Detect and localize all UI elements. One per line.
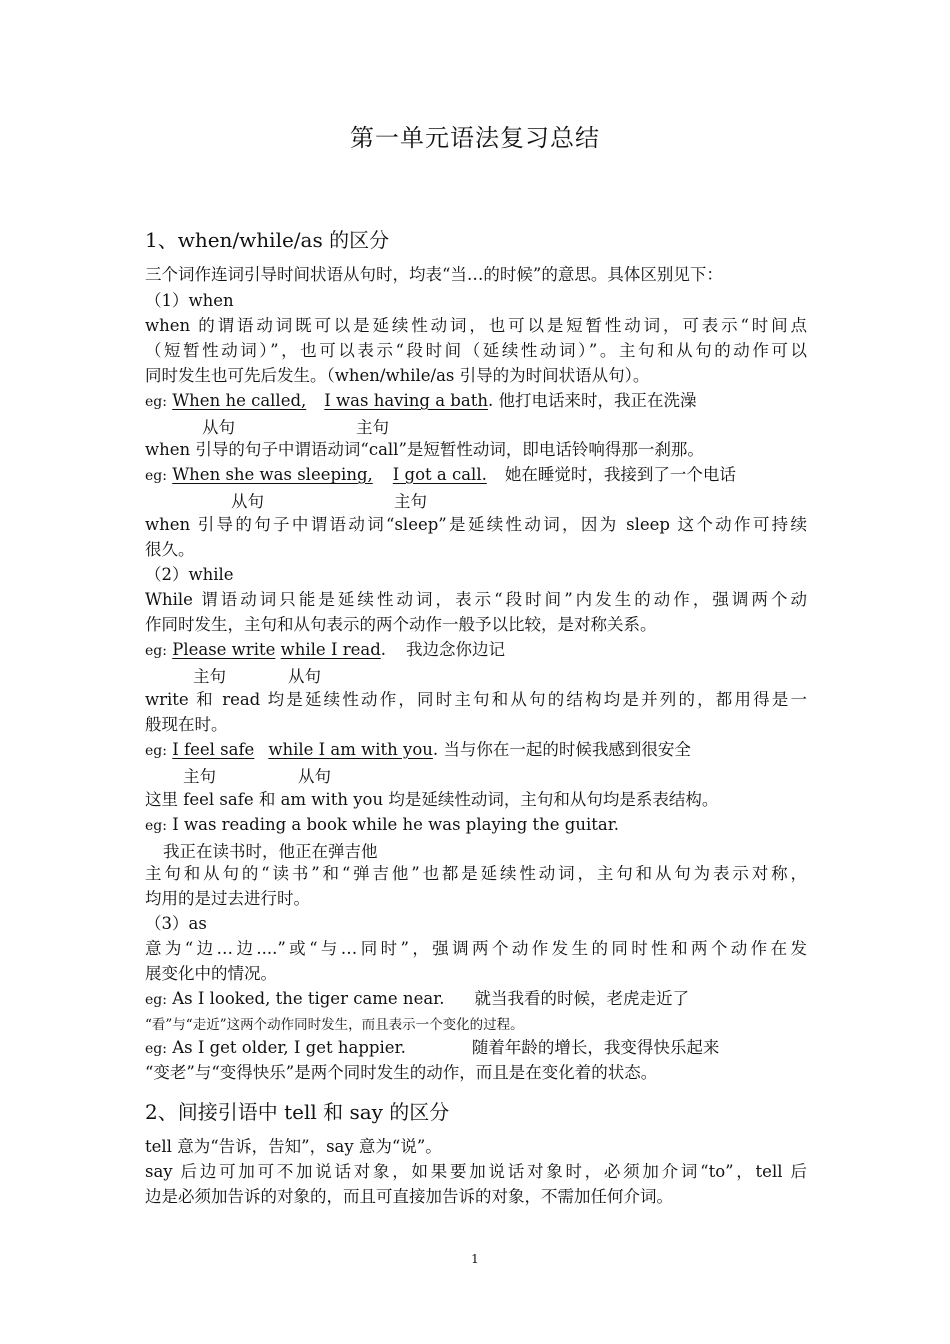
example-sentence: I was reading a book while he was playing the guitar. — [172, 815, 620, 834]
example-sentence: As I looked, the tiger came near. — [172, 989, 445, 1008]
example-translation: 当与你在一起的时候我感到很安全 — [443, 740, 691, 759]
example-main: I got a call. — [392, 465, 487, 484]
clause-label: 从句 — [231, 492, 264, 511]
eg-marker: eg: — [145, 818, 167, 834]
main-label: 主句 — [183, 767, 216, 786]
section-2-line-2: say 后边可加可不加说话对象，如果要加说话对象时，必须加介词“to”，tell 后 — [145, 1162, 807, 1181]
while-note-1-line-2: 般现在时。 — [145, 715, 228, 734]
as-note-1: “看”与“走近”这两个动作同时发生，而且表示一个变化的过程。 — [145, 1017, 524, 1033]
while-note-3-line-1: 主句和从句的“读书”和“弹吉他”也都是延续性动词，主句和从句为表示对称， — [145, 864, 807, 883]
as-desc-line-1: 意为“边…边....”或“与…同时”，强调两个动作发生的同时性和两个动作在发 — [145, 939, 807, 958]
example-main: I feel safe — [172, 740, 255, 759]
when-desc-line-2: （短暂性动词）”，也可以表示“段时间（延续性动词）”。主句和从句的动作可以 — [145, 341, 807, 360]
as-note-2: “变老”与“变得快乐”是两个同时发生的动作，而且是在变化着的状态。 — [145, 1063, 658, 1082]
main-label: 主句 — [193, 667, 226, 686]
section-2-line-3: 边是必须加告诉的对象的，而且可直接加告诉的对象，不需加任何介词。 — [145, 1187, 673, 1206]
example-translation: 我边念你边记 — [406, 640, 506, 659]
clause-label: 从句 — [288, 667, 321, 686]
main-label: 主句 — [394, 492, 427, 511]
page-number: 1 — [471, 1252, 479, 1266]
when-desc-line-3: 同时发生也可先后发生。（when/while/as 引导的为时间状语从句）。 — [145, 366, 650, 385]
while-example-2 — [145, 739, 807, 762]
example-main: Please write — [172, 640, 276, 659]
while-note-1-line-1: write 和 read 均是延续性动作，同时主句和从句的结构均是并列的，都用得是一 — [145, 690, 807, 709]
eg-marker: eg: — [145, 992, 167, 1008]
main-label: 主句 — [356, 418, 389, 437]
section-2-heading: 2、间接引语中 tell 和 say 的区分 — [145, 1100, 450, 1124]
while-example-1 — [145, 639, 807, 662]
example-translation: 随着年龄的增长，我变得快乐起来 — [471, 1038, 720, 1057]
section-1-heading: 1、when/while/as 的区分 — [145, 228, 390, 252]
when-label: （1）when — [145, 291, 234, 310]
example-clause: When he called, — [172, 391, 307, 410]
example-clause: When she was sleeping, — [172, 465, 373, 484]
eg-marker: eg: — [145, 1041, 167, 1057]
example-period: . — [487, 391, 494, 410]
eg-marker: eg: — [145, 643, 167, 659]
example-clause: while I read — [280, 640, 381, 659]
example-translation: 我正在读书时，他正在弹吉他 — [163, 842, 378, 861]
example-main: I was having a bath — [324, 391, 488, 410]
clause-label: 从句 — [298, 767, 331, 786]
eg-marker: eg: — [145, 743, 167, 759]
example-period: . — [380, 640, 387, 659]
when-example-1 — [145, 390, 807, 413]
when-note-2-line-2: 很久。 — [145, 540, 195, 559]
when-note-1: when 引导的句子中谓语动词“call”是短暂性动词，即电话铃响得那一刹那。 — [145, 440, 704, 459]
when-example-2 — [145, 464, 807, 487]
when-note-2-line-1: when 引导的句子中谓语动词“sleep”是延续性动词，因为 sleep 这个动作可持续 — [145, 515, 807, 534]
while-label: （2）while — [145, 565, 234, 584]
example-translation: 她在睡觉时，我接到了一个电话 — [504, 465, 736, 484]
section-2-line-1: tell 意为“告诉，告知”，say 意为“说”。 — [145, 1137, 442, 1156]
example-sentence: As I get older, I get happier. — [172, 1038, 406, 1057]
as-desc-line-2: 展变化中的情况。 — [145, 964, 277, 983]
as-label: （3）as — [145, 914, 207, 933]
while-example-3 — [145, 814, 807, 837]
example-translation: 他打电话来时，我正在洗澡 — [498, 391, 697, 410]
page-title: 第一单元语法复习总结 — [350, 124, 600, 152]
while-desc-line-2: 作同时发生，主句和从句表示的两个动作一般予以比较，是对称关系。 — [145, 615, 657, 634]
example-period: . — [432, 740, 439, 759]
while-desc-line-1: While 谓语动词只能是延续性动词，表示“段时间”内发生的动作，强调两个动 — [145, 590, 807, 609]
eg-marker: eg: — [145, 468, 167, 484]
while-note-3-line-2: 均用的是过去进行时。 — [145, 889, 310, 908]
when-desc-line-1: when 的谓语动词既可以是延续性动词，也可以是短暂性动词，可表示“时间点 — [145, 316, 807, 335]
as-example-2 — [145, 1037, 807, 1060]
intro-text: 三个词作连词引导时间状语从句时，均表“当…的时候”的意思。具体区别见下： — [145, 265, 723, 284]
example-clause: while I am with you — [268, 740, 433, 759]
as-example-1 — [145, 988, 807, 1011]
while-note-2: 这里 feel safe 和 am with you 均是延续性动词，主句和从句均是系表结构。 — [145, 790, 719, 809]
clause-label: 从句 — [202, 418, 235, 437]
example-translation: 就当我看的时候，老虎走近了 — [474, 989, 689, 1008]
eg-marker: eg: — [145, 394, 167, 410]
